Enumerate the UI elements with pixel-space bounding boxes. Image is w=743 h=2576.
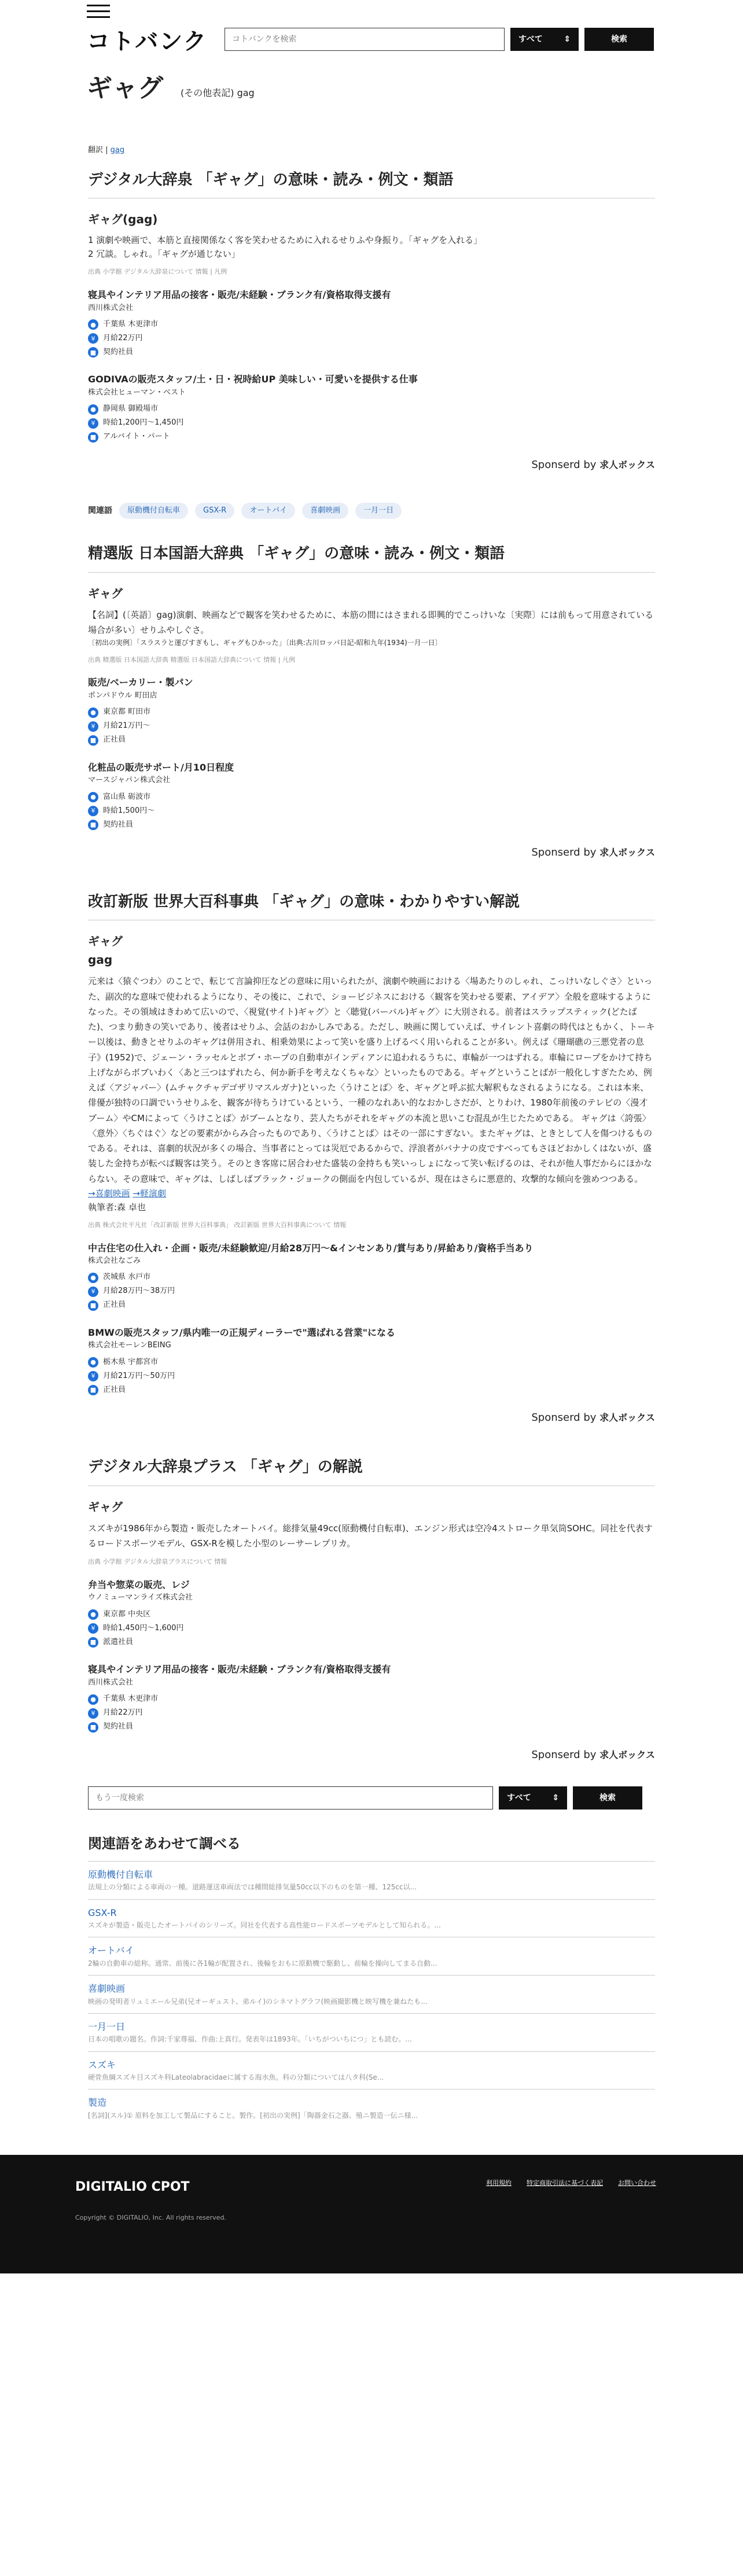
job-card[interactable] — [88, 1241, 655, 1313]
related-item-desc: スズキが製造・販売したオートバイのシリーズ。同社を代表する高性能ロードスポーツモデルとして知られる。... — [88, 1921, 441, 1930]
job-card[interactable] — [88, 1662, 655, 1734]
job-pay — [88, 417, 655, 430]
job-card[interactable] — [88, 1325, 655, 1397]
job-card[interactable] — [88, 372, 655, 444]
location-pin-icon: ● — [88, 1694, 98, 1705]
sponsor-label: Sponserd by — [531, 1412, 597, 1424]
job-list — [88, 1578, 655, 1734]
job-pay-text: 月給21万円〜50万円 — [103, 1371, 175, 1380]
job-company: マースジャパン株式会社 — [88, 776, 171, 785]
main-content — [88, 145, 655, 2127]
job-pay — [88, 720, 655, 734]
source: 出典 小学館 デジタル大辞泉プラスについて 情報 — [88, 1558, 227, 1566]
sponsor-brand[interactable]: 求人ボックス — [599, 1412, 655, 1424]
related-item[interactable] — [88, 1861, 655, 1899]
job-pay-text: 時給1,450円〜1,600円 — [103, 1623, 184, 1632]
yen-icon: ¥ — [88, 1287, 98, 1297]
definition: 【名詞】(〔英語〕gag)演劇、映画などで観客を笑わせるために、本筋の間にはさまれる即興的でこっけいな〔実際〕には前もって用意されている場合が多い〕せりふやしぐさ。 — [88, 609, 654, 636]
job-type — [88, 1299, 655, 1313]
job-title[interactable]: 弁当や惣菜の販売、レジ — [88, 1579, 190, 1590]
job-type — [88, 345, 655, 359]
related-item-title[interactable]: GSX-R — [88, 1907, 117, 1918]
yen-icon: ¥ — [88, 806, 98, 816]
site-logo[interactable]: コトバンク — [87, 28, 208, 55]
related-item[interactable] — [88, 1975, 655, 2013]
footer-links — [486, 2178, 656, 2188]
search-input[interactable] — [225, 28, 505, 51]
job-company: 株式会社モーレンBEING — [88, 1341, 171, 1350]
job-title[interactable]: 寝具やインテリア用品の接客・販売/未経験・ブランク有/資格取得支援有 — [88, 1664, 391, 1675]
job-type-text: 契約社員 — [103, 1722, 134, 1731]
related-item-title[interactable]: 製造 — [88, 2097, 107, 2109]
sponsor-label: Sponserd by — [531, 846, 597, 859]
sponsor-label: Sponserd by — [531, 458, 597, 471]
job-title[interactable]: 中古住宅の仕入れ・企画・販売/未経験歓迎/月給28万円〜&インセンあり/賞与あり/昇給あり/資格手当あり — [88, 1242, 534, 1254]
job-pay — [88, 804, 655, 818]
job-title[interactable]: 寝具やインテリア用品の接客・販売/未経験・ブランク有/資格取得支援有 — [88, 289, 391, 300]
related-item[interactable] — [88, 1899, 655, 1937]
section-heading: 改訂新版 世界大百科事典 「ギャグ」の意味・わかりやすい解説 — [88, 890, 655, 921]
yen-icon: ¥ — [88, 721, 98, 732]
job-title[interactable]: 販売/ベーカリー・製パン — [88, 677, 193, 688]
sponsor-brand[interactable]: 求人ボックス — [599, 1749, 655, 1760]
job-company: 西川株式会社 — [88, 303, 134, 312]
sponsor — [88, 845, 655, 861]
related-item-title[interactable]: オートバイ — [88, 1945, 134, 1956]
job-title[interactable]: BMWの販売スタッフ/県内唯一の正規ディーラーで"選ばれる営業"になる — [88, 1326, 396, 1338]
related-item-desc: [名詞](スル)① 原料を加工して製品にすること。製作。[初出の実例]「陶器金石之器、殖ニ製造一伝ニ様... — [88, 2111, 418, 2120]
job-location-text: 千葉県 木更津市 — [103, 1694, 159, 1704]
job-pay — [88, 1369, 655, 1383]
job-type-text: アルバイト・パート — [103, 432, 170, 441]
related-list — [88, 1833, 655, 2127]
job-location — [88, 1608, 655, 1621]
job-type — [88, 1383, 655, 1397]
job-pay-text: 時給1,500円〜 — [103, 806, 155, 815]
location-pin-icon: ● — [88, 1357, 98, 1368]
related-tag[interactable]: 喜劇映画 — [302, 503, 348, 519]
job-location — [88, 1693, 655, 1707]
location-pin-icon: ● — [88, 1609, 98, 1620]
bottom-search-input[interactable] — [88, 1786, 493, 1810]
updown-icon: ⇕ — [564, 34, 571, 44]
page-title: ギャグ — [87, 73, 163, 103]
article-body: 元来は〈猿ぐつわ〉のことで、転じて言論抑圧などの意味に用いられたが、演劇や映画における〈場あたりのしゃれ、こっけいなしぐさ〉といった、副次的な意味で使われるようになり、その後に、これで、ショービジネスにおける〈観客を笑わせる要素、アイデア〉全般を意味するようになった。その領域はきわめて広いので、〈視覚(サイト)ギャグ〉と〈聴覚(バーバル)ギャグ〉に大別される。前者はスラップスティック(どたばた)、つまり動きの笑いであり、後者はせりふ、会話のおかしみである。ただし、映画に関していえば、サイレント喜劇の時代はともかく、トーキー以後は、動きとせりふのギャグは併用され、相乗効果によって笑いを盛り上げるべく用いられることが多い。例えば《珊瑚礁の三悪党者の息子》(1952)で、ジェーン・ラッセルとボブ・ホープの自動車がインディアンに追われるうちに、車輪が一つはずれる。車輪にロープをかけて持ち上げながらボブいわく〈あと三つはずれたら、何か新手を考えなくちゃな〉といったものである。ギャグということばが一般化しすぎたため、例えば〈アジャパー〉(ムチャクチャデゴザリマスルガナ)といった〈うけことば〉を、ギャグと呼ぶ拡大解釈もなされるようになる。これは本来、俳優が独特の口調でいうせりふを、観客が待ちうけているという、一種のなれあい的なおかしさだが、とりわけ、1980年前後のテレビの〈漫才ブーム〉やCMによって〈うけことば〉がブームとなり、芸人たちがそれをギャグの本流と思いこむ混乱が生じたためである。 ギャグは〈誇張〉〈意外〉〈ちぐはぐ〉などの要素がからみ合ったものであり、〈うけことば〉はその一部にすぎない。またギャグは、ときとして人を傷つけるものである。それは、喜劇的状況が多くの場合、当事者にとっては災厄であるからで、浮浪者がバナナの皮ですべってもさほどおかしくはないが、盛装した金持ちが転べば観客は笑う。そのとき客席に居合わせた盛装の金持ちも笑いっしょになって笑い転げるのは、それが他人事だからにほかならない。その意味で、ギャグは、しばしばブラック・ジョークの側面を内包しているが、現在はさらに悪意的、攻撃的な傾向を強めつつある。 — [88, 976, 655, 1184]
section-heading: デジタル大辞泉 「ギャグ」の意味・読み・例文・類語 — [88, 168, 655, 199]
job-location — [88, 403, 655, 417]
job-pay — [88, 1707, 655, 1720]
job-company: 西川株式会社 — [88, 1678, 134, 1687]
sponsor-brand[interactable]: 求人ボックス — [599, 847, 655, 858]
related-item-desc: 法規上の分類による車両の一種。道路運送車両法では種間総排気量50cc以下のものを第一種、125cc以... — [88, 1883, 417, 1892]
job-list — [88, 1241, 655, 1398]
job-pay-text: 月給28万円〜38万円 — [103, 1287, 175, 1296]
job-type-text: 契約社員 — [103, 347, 134, 356]
job-type-text: 正社員 — [103, 1300, 126, 1310]
footer-link[interactable]: お問い合わせ — [618, 2179, 656, 2187]
translation-link[interactable]: gag — [110, 146, 125, 154]
source: 出典 小学館 デジタル大辞泉について 情報 | 凡例 — [88, 268, 227, 276]
author: 執筆者:森 卓也 — [88, 1202, 146, 1213]
job-location-text: 静岡県 御殿場市 — [103, 404, 159, 414]
related-tag[interactable]: 原動機付自転車 — [119, 503, 188, 519]
related-item-title[interactable]: スズキ — [88, 2059, 116, 2070]
definition-2: 2 冗談。しゃれ。「ギャグが通じない」 — [88, 249, 240, 260]
job-card[interactable] — [88, 288, 655, 359]
location-pin-icon: ● — [88, 1273, 98, 1283]
definition: スズキが1986年から製造・販売したオートバイ。総排気量49cc(原動機付自転車)、エンジン形式は空冷4ストローク単気筒SOHC。同社を代表するロードスポーツモデル、GSX-Rを模した小型のレーサーレプリカ。 — [88, 1523, 653, 1549]
bottom-scope-select[interactable] — [499, 1786, 567, 1810]
briefcase-icon: ■ — [88, 347, 98, 358]
definition-1: 1 演劇や映画で、本筋と直接関係なく客を笑わせるために入れるせりふや身振り。「ギャグを入れる」 — [88, 235, 483, 246]
related-tag[interactable]: GSX-R — [195, 503, 234, 519]
job-location — [88, 790, 655, 804]
footer-logo[interactable]: DIGITALIO CPOT — [75, 2180, 190, 2195]
briefcase-icon: ■ — [88, 432, 98, 443]
search-scope-label: すべて — [518, 34, 543, 44]
job-company: ポンパドウル 町田店 — [88, 691, 157, 700]
bottom-scope-label: すべて — [507, 1793, 531, 1803]
related-item-title[interactable]: 原動機付自転車 — [88, 1869, 153, 1880]
section-daijisen-plus — [88, 1455, 655, 1763]
job-pay-text: 月給22万円 — [103, 1708, 143, 1718]
job-location-text: 栃木県 宇都宮市 — [103, 1357, 159, 1366]
related-label: 関連語 — [88, 506, 112, 515]
job-type — [88, 734, 655, 747]
job-location — [88, 318, 655, 331]
related-list-heading: 関連語をあわせて調べる — [88, 1836, 241, 1852]
location-pin-icon: ● — [88, 792, 98, 802]
location-pin-icon: ● — [88, 319, 98, 330]
footer-link[interactable]: 利用規約 — [486, 2179, 512, 2187]
briefcase-icon: ■ — [88, 1637, 98, 1648]
related-tags — [88, 503, 655, 519]
job-card[interactable] — [88, 675, 655, 747]
copyright: Copyright © DIGITALIO, Inc. All rights reserved. — [75, 2214, 226, 2222]
entry-title: ギャグ — [88, 586, 123, 600]
job-type-text: 契約社員 — [103, 820, 134, 829]
job-pay — [88, 331, 655, 345]
updown-icon: ⇕ — [552, 1793, 559, 1803]
job-location — [88, 1271, 655, 1285]
job-pay-text: 月給22万円 — [103, 333, 143, 342]
yen-icon: ¥ — [88, 1623, 98, 1634]
job-location-text: 東京都 町田市 — [103, 707, 151, 717]
sponsor — [88, 1410, 655, 1427]
related-item-desc: 映画の発明者リュミエール兄弟(兄オーギュスト、弟ルイ)のシネマトグラフ(映画撮影機と映写機を兼ねたも... — [88, 1997, 428, 2006]
related-tag[interactable]: オートバイ — [241, 503, 295, 519]
search-scope-select[interactable] — [510, 28, 579, 51]
job-list — [88, 288, 655, 444]
footer — [0, 2155, 743, 2273]
section-nikkoku — [88, 542, 655, 861]
bottom-search — [88, 1786, 655, 1810]
job-location-text: 茨城県 水戸市 — [103, 1273, 151, 1282]
entry-title: ギャグ(gag) — [88, 212, 158, 227]
briefcase-icon: ■ — [88, 1300, 98, 1311]
location-pin-icon: ● — [88, 707, 98, 718]
related-item-desc: 日本の唱歌の題名。作詞:千家尊福、作曲:上真行。発表年は1893年。「いちがついちにつ」とも読む。... — [88, 2035, 412, 2044]
translation-label: 翻訳 — [88, 146, 104, 154]
section-heibonsha — [88, 890, 655, 1427]
related-item-title[interactable]: 一月一日 — [88, 2021, 126, 2032]
quote: 〔初出の実例〕「スラスラと運びすぎもし、ギャグもひかった」〔出典:古川ロッパ日記-昭和九年(1934)一月一日〕 — [88, 639, 442, 647]
entry-subtitle: gag — [88, 953, 113, 967]
related-item[interactable] — [88, 2089, 655, 2127]
job-company: 株式会社ヒューマン・ベスト — [88, 388, 186, 397]
job-title[interactable]: GODIVAの販売スタッフ/土・日・祝時給UP 美味しい・可愛いを提供する仕事 — [88, 374, 418, 385]
alt-notation: (その他表記) gag — [181, 87, 255, 98]
bottom-search-button[interactable]: 検索 — [573, 1786, 642, 1810]
sponsor-label: Sponserd by — [531, 1748, 597, 1761]
source: 出典 株式会社平凡社「改訂新版 世界大百科事典」 改訂新版 世界大百科事典について 情報 — [88, 1221, 347, 1229]
section-heading: デジタル大辞泉プラス 「ギャグ」の解説 — [88, 1455, 655, 1486]
related-item-title[interactable]: 喜劇映画 — [88, 1983, 126, 1995]
job-title[interactable]: 化粧品の販売サポート/月10日程度 — [88, 761, 234, 773]
job-card[interactable] — [88, 760, 655, 832]
see-also-link[interactable]: →喜劇映画 — [88, 1188, 130, 1199]
job-card[interactable] — [88, 1578, 655, 1649]
job-location-text: 富山県 砺波市 — [103, 792, 151, 801]
section-daijisen — [88, 168, 655, 474]
sponsor-brand[interactable]: 求人ボックス — [599, 459, 655, 470]
job-pay-text: 月給21万円〜 — [103, 721, 150, 731]
search-button[interactable]: 検索 — [584, 28, 654, 51]
job-location-text: 東京都 中央区 — [103, 1609, 151, 1619]
yen-icon: ¥ — [88, 333, 98, 344]
briefcase-icon: ■ — [88, 1722, 98, 1733]
menu-icon[interactable] — [87, 5, 110, 19]
job-location — [88, 706, 655, 720]
sponsor — [88, 457, 655, 474]
job-location — [88, 1355, 655, 1369]
job-pay — [88, 1621, 655, 1635]
job-location-text: 千葉県 木更津市 — [103, 319, 159, 329]
related-item[interactable] — [88, 1937, 655, 1975]
translation: 翻訳 | gag — [88, 146, 125, 154]
sponsor — [88, 1747, 655, 1764]
search-bar — [225, 28, 654, 51]
header — [0, 0, 743, 103]
related-item-desc: 2輪の自動車の総称。通常、前後に各1輪が配置され、後輪をおもに原動機で駆動し、前輪を操向してまる自動... — [88, 1959, 437, 1967]
related-item[interactable] — [88, 2013, 655, 2051]
source: 出典 精選版 日本国語大辞典 精選版 日本国語大辞典について 情報 | 凡例 — [88, 655, 295, 664]
location-pin-icon: ● — [88, 404, 98, 415]
related-item-desc: 硬骨魚綱スズキ目スズキ科Lateolabracidaeに属する海水魚。科の分類については八タ科(Se... — [88, 2073, 384, 2082]
job-type — [88, 430, 655, 444]
yen-icon: ¥ — [88, 1708, 98, 1719]
job-type — [88, 818, 655, 832]
related-item[interactable] — [88, 2051, 655, 2089]
job-type-text: 派遣社員 — [103, 1637, 134, 1646]
see-also-link[interactable]: →軽演劇 — [133, 1188, 166, 1199]
entry-title: ギャグ — [88, 934, 123, 949]
entry-title: ギャグ — [88, 1499, 123, 1514]
briefcase-icon: ■ — [88, 820, 98, 830]
job-type-text: 正社員 — [103, 735, 126, 745]
job-company: 株式会社なごみ — [88, 1256, 141, 1266]
job-company: ウノミューマンライズ株式会社 — [88, 1593, 193, 1602]
job-type — [88, 1720, 655, 1734]
job-pay — [88, 1285, 655, 1299]
footer-link[interactable]: 特定商取引法に基づく表記 — [527, 2179, 603, 2187]
briefcase-icon: ■ — [88, 735, 98, 746]
job-type-text: 正社員 — [103, 1385, 126, 1394]
briefcase-icon: ■ — [88, 1385, 98, 1395]
yen-icon: ¥ — [88, 1371, 98, 1381]
job-list — [88, 675, 655, 832]
section-heading: 精選版 日本国語大辞典 「ギャグ」の意味・読み・例文・類語 — [88, 542, 655, 573]
related-tag[interactable]: 一月一日 — [355, 503, 402, 519]
yen-icon: ¥ — [88, 418, 98, 429]
job-type — [88, 1635, 655, 1649]
job-pay-text: 時給1,200円〜1,450円 — [103, 418, 184, 428]
